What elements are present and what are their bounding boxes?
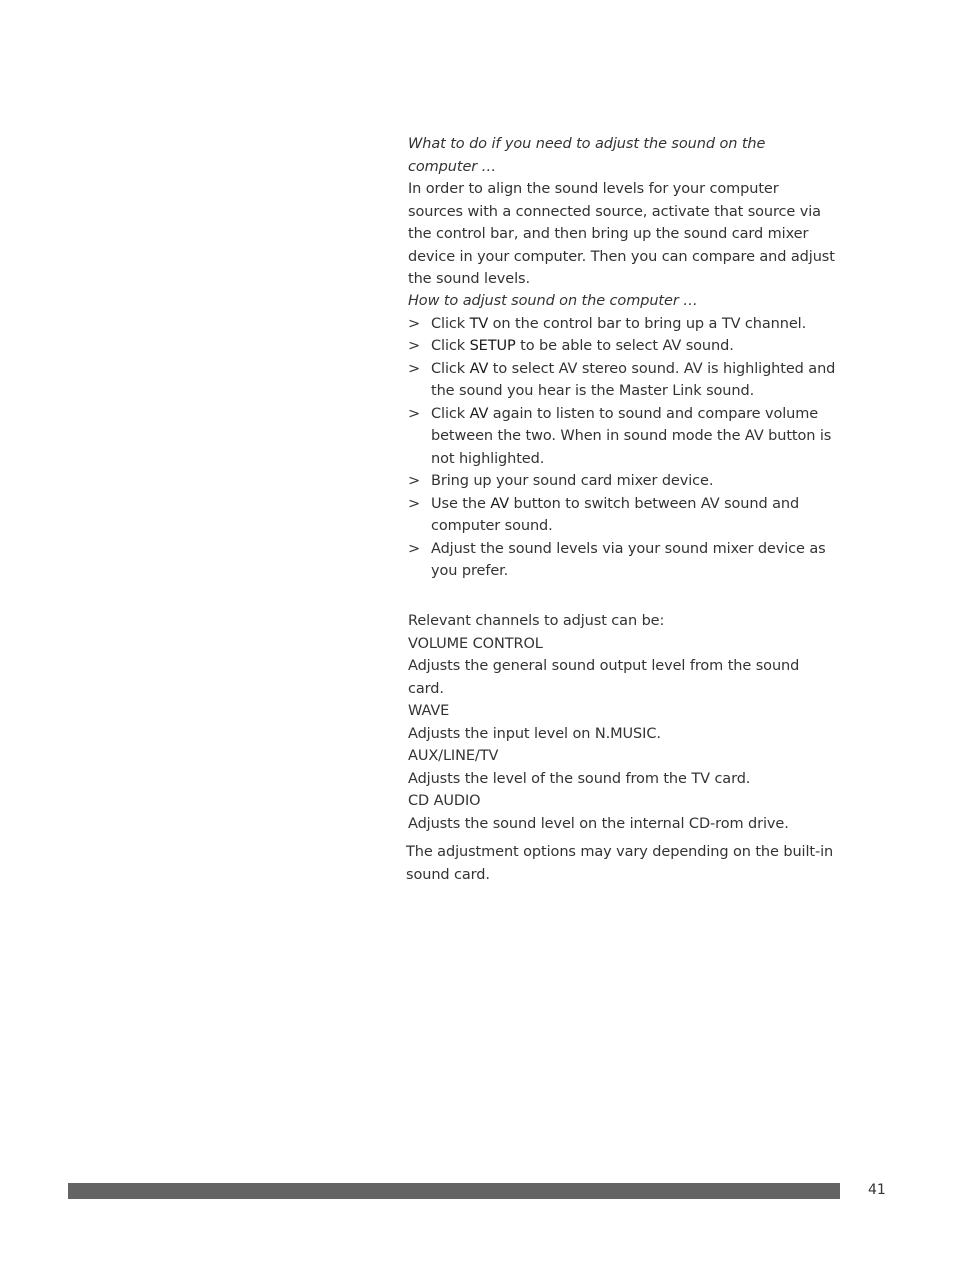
- key-label: AV: [490, 495, 510, 512]
- channel-name: WAVE: [408, 703, 450, 719]
- intro-heading: What to do if you need to adjust the sound on the computer …: [408, 136, 766, 175]
- step-item: > Click TV on the control bar to bring up a TV channel.: [408, 313, 838, 336]
- channel-name: CD AUDIO: [408, 793, 481, 809]
- channel-name: AUX/LINE/TV: [408, 748, 499, 764]
- bullet-marker: >: [408, 338, 421, 354]
- key-label: AV: [469, 360, 489, 377]
- step-item: > Adjust the sound levels via your sound mixer device as you prefer.: [408, 538, 838, 583]
- step-item: > Bring up your sound card mixer device.: [408, 470, 838, 493]
- bullet-marker: >: [408, 495, 421, 512]
- bullet-marker: >: [408, 473, 421, 489]
- howto-heading: How to adjust sound on the computer …: [408, 293, 698, 309]
- intro-body: In order to align the sound levels for your computer sources with a connected source, activate that source via the control bar, and then bring up the sound card mixer device in your computer. Then you can compare and adjust the sound levels.: [408, 181, 835, 287]
- step-item: > Click SETUP to be able to select AV sound.: [408, 335, 838, 358]
- bullet-marker: >: [408, 360, 421, 377]
- steps-list: [408, 313, 838, 583]
- channels-intro: Relevant channels to adjust can be:: [408, 613, 665, 629]
- bullet-marker: >: [408, 315, 421, 332]
- channel-description: Adjusts the sound level on the internal CD-rom drive.: [408, 815, 789, 832]
- key-label: AV: [469, 405, 489, 422]
- footer-bar: [68, 1183, 840, 1199]
- channel-name: VOLUME CONTROL: [408, 635, 543, 652]
- channel-description: Adjusts the input level on N.MUSIC.: [408, 725, 661, 742]
- channel-description: Adjusts the level of the sound from the TV card.: [408, 770, 751, 787]
- intro-section: [408, 133, 838, 291]
- note-section: [406, 841, 836, 886]
- bullet-marker: >: [408, 405, 421, 422]
- step-item: > Click AV to select AV stereo sound. AV is highlighted and the sound you hear is the Master Link sound.: [408, 358, 838, 403]
- step-item: > Click AV again to listen to sound and compare volume between the two. When in sound mode the AV button is not highlighted.: [408, 403, 838, 471]
- step-item: > Use the AV button to switch between AV sound and computer sound.: [408, 493, 838, 538]
- bullet-marker: >: [408, 540, 421, 557]
- page-number: 41: [868, 1182, 886, 1198]
- channel-description: Adjusts the general sound output level from the sound card.: [408, 658, 800, 697]
- key-label: TV: [469, 315, 489, 332]
- note-text: The adjustment options may vary depending on the built-in sound card.: [406, 844, 834, 883]
- howto-section: [408, 290, 838, 583]
- key-label: SETUP: [469, 338, 516, 354]
- channels-section: [408, 610, 838, 835]
